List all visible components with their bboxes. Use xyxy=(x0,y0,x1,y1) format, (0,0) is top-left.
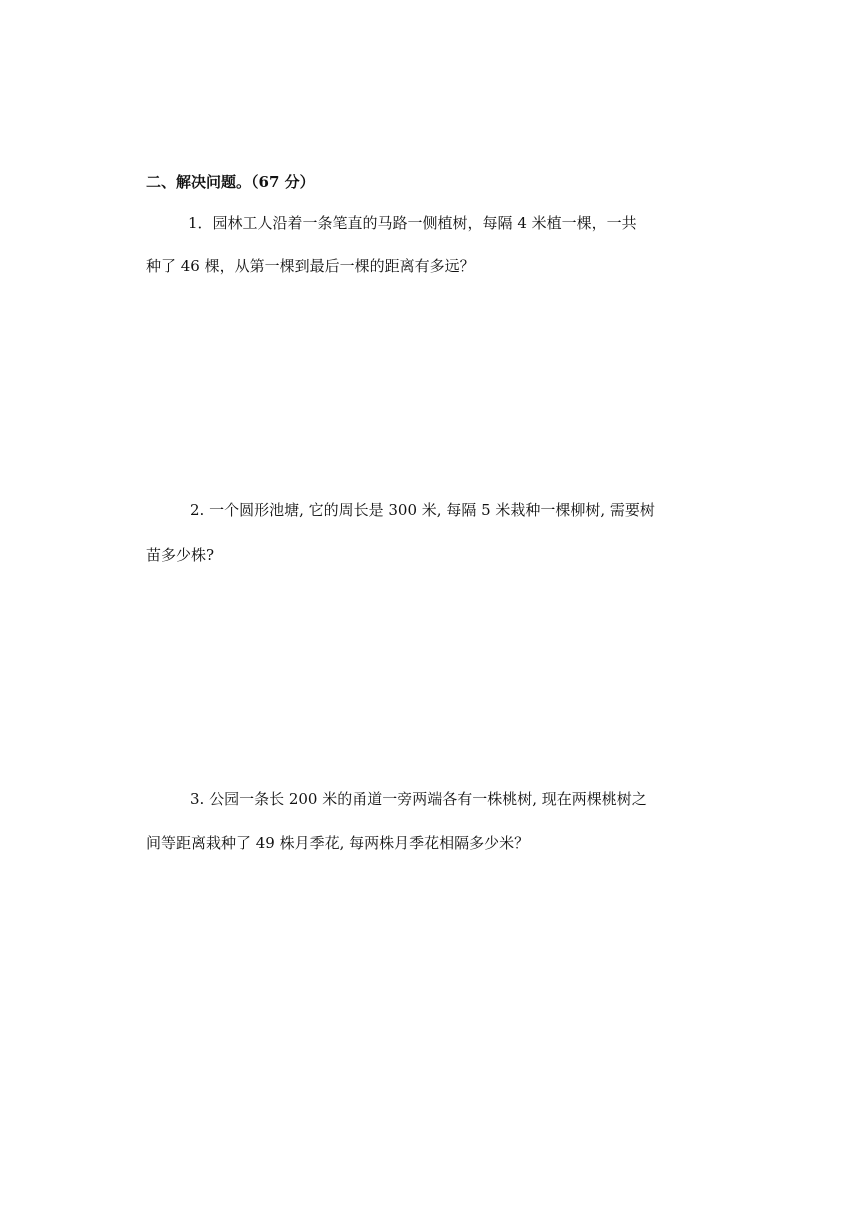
question-1-line-2: 种了 46 棵，从第一棵到最后一棵的距离有多远？ xyxy=(146,257,475,275)
question-2-line-2: 苗多少株? xyxy=(146,546,215,564)
question-3-line-1: 3. 公园一条长 200 米的甬道一旁两端各有一株桃树, 现在两棵桃树之 xyxy=(190,790,647,808)
question-2-line-1: 2. 一个圆形池塘, 它的周长是 300 米, 每隔 5 米栽种一棵柳树, 需要树 xyxy=(190,501,655,519)
section-heading: 二、解决问题。（67 分） xyxy=(146,173,315,191)
question-3-line-2: 间等距离栽种了 49 株月季花, 每两株月季花相隔多少米？ xyxy=(146,834,530,852)
question-1-line-1: 1．园林工人沿着一条笔直的马路一侧植树，每隔 4 米植一棵，一共 xyxy=(188,214,637,232)
